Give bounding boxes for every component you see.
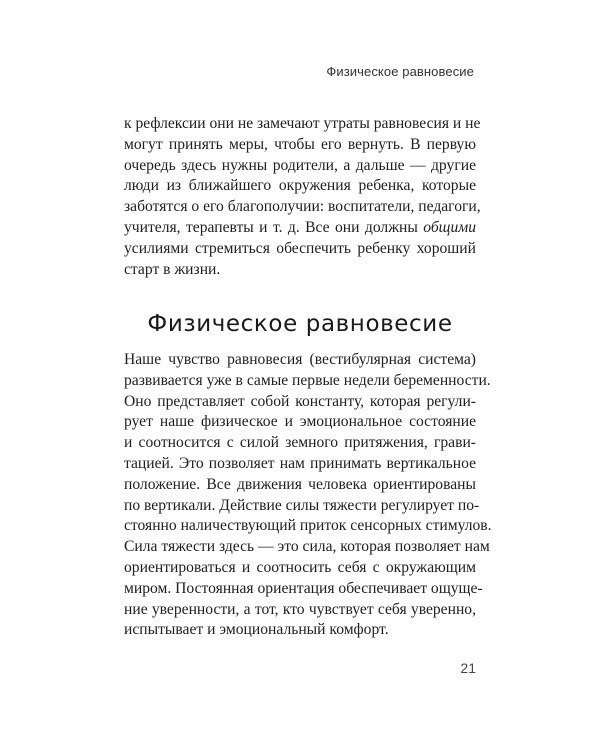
section-heading: Физическое равновесие <box>147 311 453 337</box>
text-line: Наше чувство равновесия (вестибулярная система) <box>124 351 476 368</box>
text-line: могут принять меры, чтобы его вернуть. В первую <box>124 135 476 153</box>
page-number: 21 <box>460 660 476 676</box>
text-line: и соотносится с силой земного притяжения, грави- <box>124 434 476 452</box>
paragraph-continued <box>124 114 481 280</box>
text-line: тацией. Это позволяет нам принимать вертикальное <box>124 454 476 472</box>
text-line: по вертикали. Действие силы тяжести регулирует по- <box>124 496 480 514</box>
paragraph-body <box>124 350 492 641</box>
text-line: развивается уже в самые первые недели беременности. <box>124 371 491 389</box>
text-line: испытывает и эмоциональный комфорт. <box>124 621 389 639</box>
text-line: к рефлексии они не замечают утраты равновесия и не <box>124 115 481 132</box>
text-line: ориентироваться и соотносить себя с окружающим <box>124 558 476 576</box>
text-line: миром. Постоянная ориентация обеспечивает ощуще- <box>124 579 483 597</box>
emphasized-word: общими <box>423 218 476 236</box>
text-line: ние уверенности, а тот, кто чувствует себя уверенно, <box>124 600 476 618</box>
running-head-title: Физическое равновесие <box>326 64 474 79</box>
text-line: Оно представляет собой константу, которая регули- <box>124 392 476 410</box>
text-line: заботятся о его благополучии: воспитатели, педагоги, <box>124 198 481 216</box>
text-line: рует наше физическое и эмоциональное состояние <box>124 413 476 431</box>
text-line: старт в жизни. <box>124 260 221 278</box>
text-line: положение. Все движения человека ориентированы <box>124 475 476 493</box>
text-line: усилиями стремиться обеспечить ребенку хороший <box>124 239 476 257</box>
text-line: люди из ближайшего окружения ребенка, которые <box>124 177 476 195</box>
text-line: Сила тяжести здесь — это сила, которая позволяет нам <box>124 538 490 556</box>
text-line: очередь здесь нужны родители, а дальше — другие <box>124 156 476 174</box>
text-line: стоянно наличествующий приток сенсорных стимулов. <box>124 517 492 535</box>
text-line <box>124 218 476 239</box>
text-fragment: учителя, терапевты и т. д. Все они должны <box>124 218 418 236</box>
